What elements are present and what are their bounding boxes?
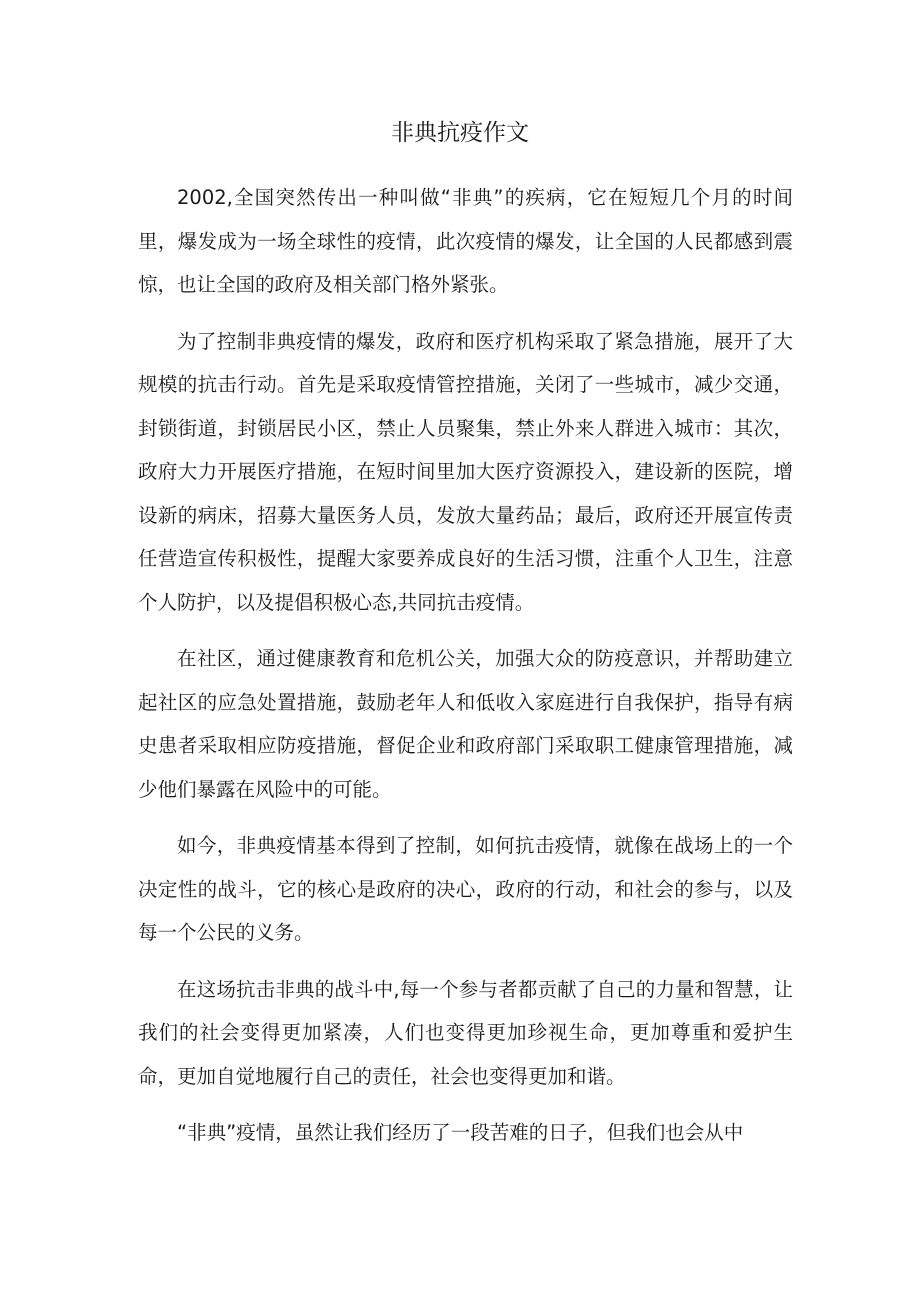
paragraph: 2002,全国突然传出一种叫做“非典”的疾病，它在短短几个月的时间里，爆发成为一场全球性的疫情，此次疫情的爆发，让全国的人民都感到震惊，也让全国的政府及相关部门格外紧张。: [138, 186, 793, 296]
document-body: [138, 176, 793, 1168]
paragraph: 在社区，通过健康教育和危机公关，加强大众的防疫意识，并帮助建立起社区的应急处置措施，鼓励老年人和低收入家庭进行自我保护，指导有病史患者采取相应防疫措施，督促企业和政府部门采取职工健康管理措施，减少他们暴露在风险中的可能。: [138, 647, 793, 801]
paragraph: 为了控制非典疫情的爆发，政府和医疗机构采取了紧急措施，展开了大规模的抗击行动。首先是采取疫情管控措施，关闭了一些城市，减少交通，封锁街道，封锁居民小区，禁止人员聚集，禁止外来人群进入城市：其次，政府大力开展医疗措施，在短时间里加大医疗资源投入，建设新的医院，增设新的病床，招募大量医务人员，发放大量药品；最后，政府还开展宣传责任营造宣传积极性，提醒大家要养成良好的生活习惯，注重个人卫生，注意个人防护，以及提倡积极心态,共同抗击疫情。: [138, 329, 793, 614]
document-title: 非典抗疫作文: [391, 120, 529, 146]
paragraph: 如今，非典疫情基本得到了控制，如何抗击疫情，就像在战场上的一个决定性的战斗，它的核心是政府的决心，政府的行动，和社会的参与，以及每一个公民的义务。: [138, 834, 793, 944]
paragraph: “非典”疫情，虽然让我们经历了一段苦难的日子，但我们也会从中: [177, 1121, 744, 1144]
paragraph: 在这场抗击非典的战斗中,每一个参与者都贡献了自己的力量和智慧，让我们的社会变得更加紧凑，人们也变得更加珍视生命，更加尊重和爱护生命，更加自觉地履行自己的责任，社会也变得更加和谐。: [138, 977, 793, 1088]
